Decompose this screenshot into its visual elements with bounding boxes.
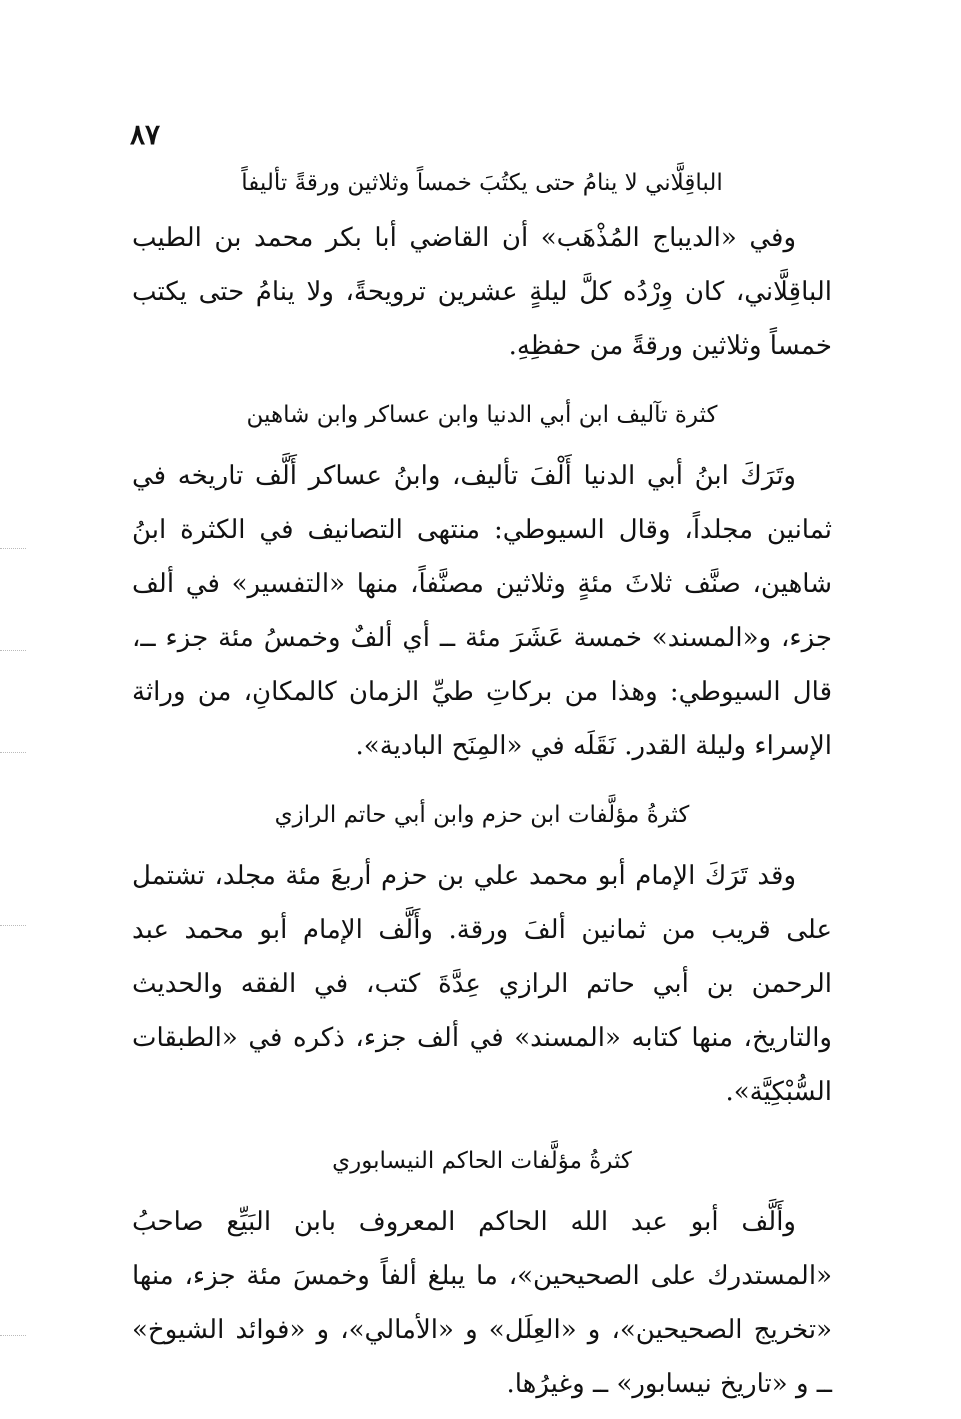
edge-mark [0, 1335, 26, 1336]
section-heading: كثرةُ مؤلَّفات ابن حزم وابن أبي حاتم الرازي [274, 802, 690, 828]
page-edge-marks [0, 0, 30, 1419]
edge-mark [0, 925, 26, 926]
section-paragraph: وأَلَّف أبو عبد الله الحاكم المعروف بابن البَيِّع صاحبُ «المستدرك على الصحيحين»، ما يبلغ ألفاً وخمسَ مئة جزء، منها «تخريج الصحيحين»، و «العِلَل» و «الأمالي»، و «فوائد الشيوخ» ــ و «تاريخ نيسابور» ــ وغيرُها. [132, 1207, 832, 1399]
edge-mark [0, 752, 26, 753]
page-number: ٨٧ [130, 118, 161, 151]
section-paragraph: وتَرَكَ ابنُ أبي الدنيا أَلْفَ تأليف، وابنُ عساكر أَلَّف تاريخه في ثمانين مجلداً، وقال السيوطي: منتهى التصانيف في الكثرة ابنُ شاهين، صنَّف ثلاثَ مئةٍ وثلاثين مصنَّفاً، منها «التفسير» في ألف جزء، و«المسند» خمسة عَشَرَ مئة ــ أي ألفٌ وخمسُ مئة جزء ــ، قال السيوطي: وهذا من بركاتِ طيِّ الزمان كالمكانِ، من وراثة الإسراء وليلة القدر. نَقَلَه في «المِنَح البادية». [132, 461, 832, 761]
section-paragraph: وقد تَرَكَ الإمام أبو محمد علي بن حزم أربعَ مئة مجلد، تشتمل على قريب من ثمانين ألفَ ورقة. وأَلَّف الإمام أبو محمد عبد الرحمن بن أبي حاتم الرازي عِدَّةَ كتب، في الفقه والحديث والتاريخ، منها كتابه «المسند» في ألف جزء، ذكره في «الطبقات السُّبْكِيَّة». [132, 861, 832, 1107]
section-paragraph: وفي «الديباج المُذْهَب» أن القاضي أبا بكر محمد بن الطيب الباقِلَّاني، كان وِرْدُه كلَّ ليلةٍ عشرين ترويحةً، ولا ينامُ حتى يكتب خمساً وثلاثين ورقةً من حفظِهِ. [132, 223, 832, 361]
section-heading: كثرةُ مؤلَّفات الحاكم النيسابوري [332, 1148, 632, 1174]
section-heading: الباقِلَّاني لا ينامُ حتى يكتُبَ خمساً وثلاثين ورقةً تأليفاً [241, 170, 723, 196]
edge-mark [0, 650, 26, 651]
page-body [132, 163, 832, 1411]
section-heading: كثرة تآليف ابن أبي الدنيا وابن عساكر وابن شاهين [246, 402, 718, 428]
edge-mark [0, 548, 26, 549]
